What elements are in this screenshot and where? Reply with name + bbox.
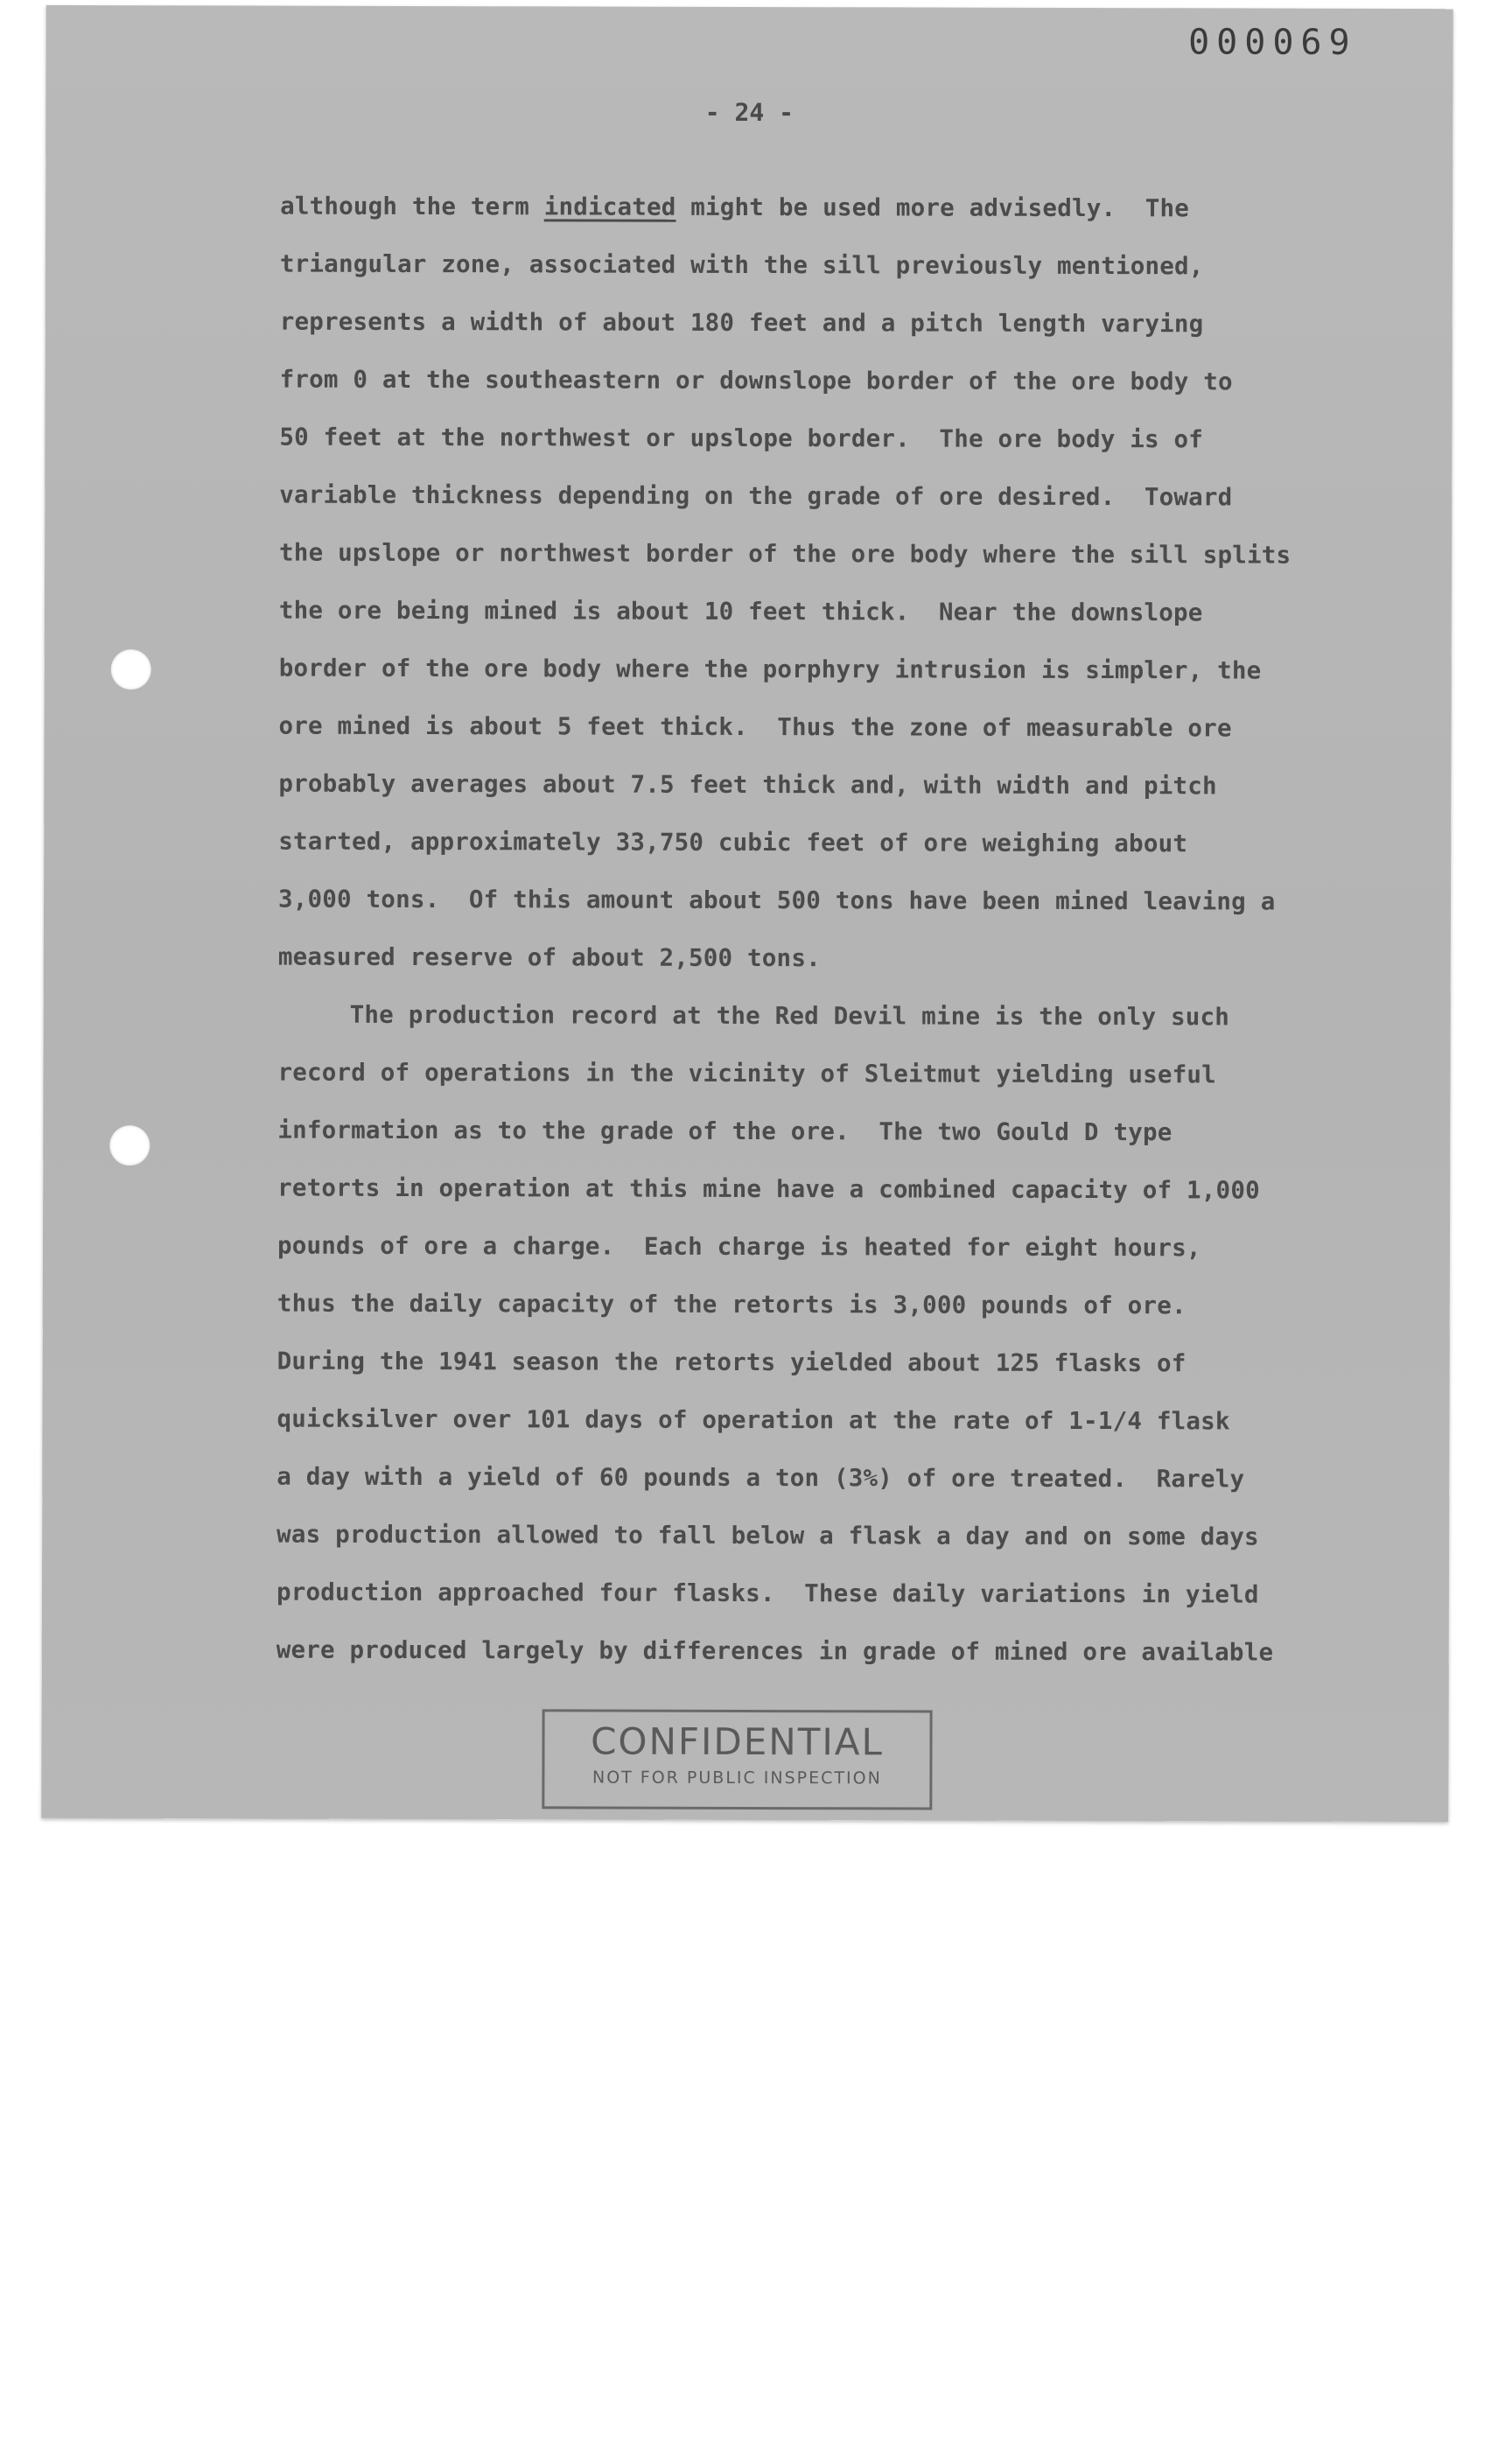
punch-hole-top [111, 649, 151, 690]
text-segment: might be used more advisedly. The [676, 192, 1190, 223]
body-text [276, 178, 1348, 1682]
text-line: a day with a yield of 60 pounds a ton (3%) of ore treated. Rarely [276, 1462, 1245, 1494]
text-line: from 0 at the southeastern or downslope border of the ore body to [279, 365, 1233, 396]
scanned-page [41, 5, 1452, 1822]
text-line: information as to the grade of the ore. The two Gould D type [277, 1116, 1172, 1147]
text-line: started, approximately 33,750 cubic feet of ore weighing about [278, 827, 1188, 858]
text-line: were produced largely by differences in grade of mined ore available [276, 1635, 1274, 1667]
text-line: 50 feet at the northwest or upslope border. The ore body is of [279, 423, 1204, 454]
text-line: variable thickness depending on the grade of ore desired. Toward [279, 480, 1233, 512]
text-line: probably averages about 7.5 feet thick and, with width and pitch [278, 769, 1217, 801]
text-line: measured reserve of about 2,500 tons. [277, 942, 821, 973]
text-line: During the 1941 season the retorts yielded about 125 flasks of [276, 1347, 1186, 1378]
confidential-stamp [542, 1709, 932, 1810]
text-line: the upslope or northwest border of the ore body where the sill splits [279, 538, 1292, 570]
text-line: production approached four flasks. These daily variations in yield [276, 1578, 1259, 1609]
stamp-subtitle: NOT FOR PUBLIC INSPECTION [592, 1768, 882, 1788]
page-number: - 24 - [704, 97, 794, 128]
text-line: thus the daily capacity of the retorts is 3,000 pounds of ore. [276, 1289, 1186, 1320]
text-line: pounds of ore a charge. Each charge is heated for eight hours, [276, 1231, 1201, 1263]
text-line: the ore being mined is about 10 feet thick. Near the downslope [278, 596, 1203, 627]
document-id-number: 000069 [1188, 22, 1357, 63]
text-line: quicksilver over 101 days of operation at the rate of 1-1/4 flask [276, 1404, 1230, 1436]
underlined-word: indicated [543, 192, 676, 221]
text-line: represents a width of about 180 feet and a pitch length varying [279, 307, 1204, 339]
text-line: triangular zone, associated with the sill previously mentioned, [279, 249, 1204, 281]
text-line: 3,000 tons. Of this amount about 500 tons have been mined leaving a [277, 885, 1276, 916]
text-line: was production allowed to fall below a flask a day and on some days [276, 1520, 1259, 1551]
punch-hole-bottom [109, 1125, 150, 1166]
text-line: ore mined is about 5 feet thick. Thus the zone of measurable ore [278, 711, 1232, 743]
text-segment: although the term [280, 192, 544, 221]
text-line [280, 178, 1348, 238]
text-line: retorts in operation at this mine have a combined capacity of 1,000 [277, 1173, 1260, 1205]
text-line: border of the ore body where the porphyry intrusion is simpler, the [278, 654, 1262, 685]
paragraph-first-line: The production record at the Red Devil mine is the only such [349, 1000, 1230, 1032]
stamp-title: CONFIDENTIAL [591, 1719, 884, 1764]
text-line: record of operations in the vicinity of Sleitmut yielding useful [277, 1058, 1216, 1089]
